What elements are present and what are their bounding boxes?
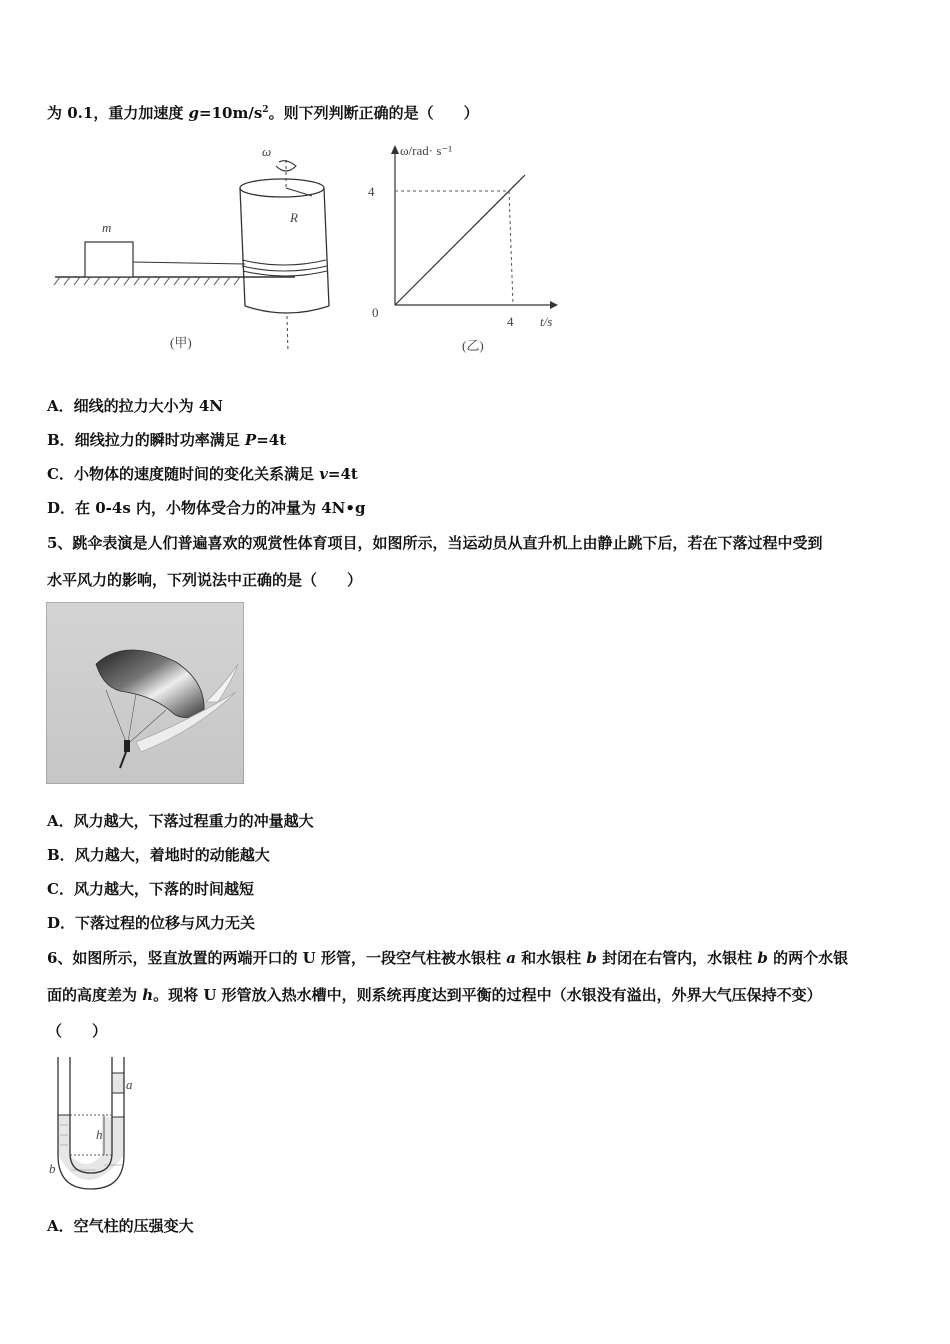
y-axis-arrow xyxy=(391,145,399,154)
x-axis-label: t/s xyxy=(540,314,553,329)
q5-option-c: C．风力越大，下落的时间越短 xyxy=(47,880,254,898)
q6-stem-line3: （ ） xyxy=(47,1022,108,1040)
q4-option-d: D．在 0-4s 内，小物体受合力的冲量为 4N•g xyxy=(47,499,366,517)
caption-jia: (甲) xyxy=(170,335,192,350)
figure-yi-chart xyxy=(360,140,580,360)
y-tick-label: 4 xyxy=(368,184,375,199)
label-R: R xyxy=(290,210,298,225)
figure-jia xyxy=(50,140,360,360)
q6-option-a: A．空气柱的压强变大 xyxy=(47,1217,194,1235)
q5-stem-line2: 水平风力的影响，下列说法中正确的是（ ） xyxy=(47,571,363,589)
q5-option-d: D．下落过程的位移与风力无关 xyxy=(47,914,256,932)
series-line xyxy=(395,175,525,305)
origin-label: 0 xyxy=(372,305,379,320)
caption-yi: (乙) xyxy=(462,338,484,353)
guide-line-vertical xyxy=(509,191,513,305)
y-axis-label: ω/rad· s⁻¹ xyxy=(400,143,453,158)
q4-option-b: B．细线拉力的瞬时功率满足 P=4t xyxy=(47,431,287,449)
label-h: h xyxy=(96,1127,103,1142)
x-axis-arrow xyxy=(550,301,558,309)
parachute-photo xyxy=(46,602,244,784)
q6-stem-line1: 6、如图所示，竖直放置的两端开口的 U 形管，一段空气柱被水银柱 a 和水银柱 b 封闭在右管内，水银柱 b 的两个水银 xyxy=(47,949,849,967)
q5-stem-line1: 5、跳伞表演是人们普遍喜欢的观赏性体育项目，如图所示，当运动员从直升机上由静止跳下后，若在下落过程中受到 xyxy=(47,534,823,552)
q4-stem: 为 0.1，重力加速度 $g=10m/s^2$。则下列判断正确的是（ ） xyxy=(47,104,479,122)
label-b: b xyxy=(49,1161,56,1176)
q6-stem-line2: 面的高度差为 h。现将 U 形管放入热水槽中，则系统再度达到平衡的过程中（水银没有溢出，外界大气压保持不变） xyxy=(47,986,822,1004)
q5-option-b: B．风力越大，着地时的动能越大 xyxy=(47,846,270,864)
x-tick-label: 4 xyxy=(507,314,514,329)
label-omega: ω xyxy=(262,144,272,159)
q4-option-c: C．小物体的速度随时间的变化关系满足 v=4t xyxy=(47,465,358,483)
q4-option-a: A．细线的拉力大小为 4N xyxy=(47,397,224,415)
q5-option-a: A．风力越大，下落过程重力的冲量越大 xyxy=(47,812,314,830)
block-m xyxy=(85,242,133,277)
u-tube-figure xyxy=(46,1055,146,1195)
label-m: m xyxy=(102,220,112,235)
label-a: a xyxy=(126,1077,133,1092)
